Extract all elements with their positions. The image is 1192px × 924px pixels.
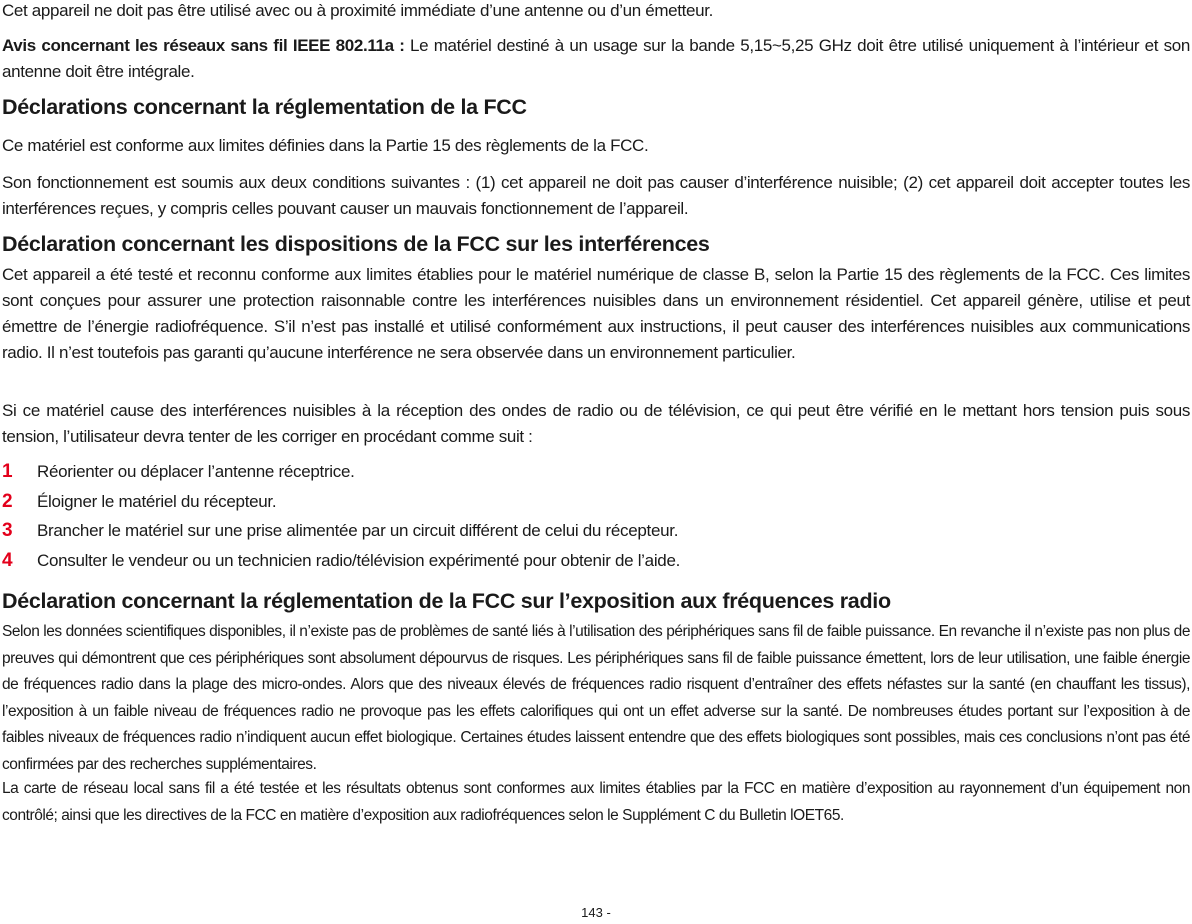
rf-exposure-paragraph-1: Selon les données scientifiques disponibles, il n’existe pas de problèmes de santé liés à l’utilisation des périphériques sans fil de faible puissance. En revanche il n’existe pas non plus de preuves qui démontrent que ces périphériques sont absolument dépourvus de risques. Les périphériques sans fil de faible puissance émettent, lors de leur utilisation, une faible énergie de fréquences radio dans la plage des micro-ondes. Alors que des niveaux élevés de fréquences radio risquent d’entraîner des effets néfastes sur la santé (en chauffant les tissus), l’exposition à un faible niveau de fréquences radio ne provoque pas les effets calorifiques qui ont un effet adverse sur la santé. De nombreuses études portant sur l’exposition à de faibles niveaux de fréquences radio n’indiquent aucun effet biologique. Certaines études laissent entendre que des effets biologiques sont possibles, mais ces conclusions n’ont pas été confirmées par des recherches supplémentaires. [2, 623, 1190, 773]
fcc-regulation-paragraph-2: Son fonctionnement est soumis aux deux conditions suivantes : (1) cet appareil ne doit pas causer d’interférence nuisible; (2) cet appareil doit accepter toutes les interférences reçues, y compris celles pouvant causer un mauvais fonctionnement de l’appareil. [2, 173, 1190, 218]
page-number: 143 - [581, 905, 611, 920]
avis-label: Avis concernant les réseaux sans fil IEEE 802.11a : [2, 36, 405, 55]
step-number: 2 [2, 490, 13, 512]
step-text: Réorienter ou déplacer l’antenne réceptrice. [37, 462, 355, 481]
heading-fcc-regulation: Déclarations concernant la réglementation de la FCC [2, 95, 527, 119]
heading-rf-exposure: Déclaration concernant la réglementation de la FCC sur l’exposition aux fréquences radio [2, 589, 891, 613]
intro-paragraph: Cet appareil ne doit pas être utilisé avec ou à proximité immédiate d’une antenne ou d’un émetteur. [2, 1, 713, 20]
interference-paragraph-2: Si ce matériel cause des interférences nuisibles à la réception des ondes de radio ou de télévision, ce qui peut être vérifié en le mettant hors tension puis sous tension, l’utilisateur devra tenter de les corriger en procédant comme suit : [2, 401, 1190, 446]
list-item [2, 489, 1190, 519]
list-item [2, 459, 1190, 489]
list-item [2, 548, 1190, 578]
step-number: 3 [2, 520, 13, 541]
step-text: Éloigner le matériel du récepteur. [37, 491, 277, 511]
avis-paragraph [2, 33, 1190, 85]
fcc-regulation-paragraph-1: Ce matériel est conforme aux limites définies dans la Partie 15 des règlements de la FCC. [2, 136, 649, 155]
rf-exposure-paragraph-2: La carte de réseau local sans fil a été testée et les résultats obtenus sont conformes aux limites établies par la FCC en matière d’exposition au rayonnement d’un équipement non contrôlé; ainsi que les directives de la FCC en matière d’exposition aux radiofréquences selon le Supplément C du Bulletin lOET65. [2, 780, 1190, 824]
list-item [2, 518, 1190, 548]
step-number: 1 [2, 461, 13, 482]
step-number: 4 [2, 549, 13, 571]
interference-paragraph-1: Cet appareil a été testé et reconnu conforme aux limites établies pour le matériel numérique de classe B, selon la Partie 15 des règlements de la FCC. Ces limites sont conçues pour assurer une protection raisonnable contre les interférences nuisibles dans un environnement résidentiel. Cet appareil génère, utilise et peut émettre de l’énergie radiofréquence. S’il n’est pas installé et utilisé conformément aux instructions, il peut causer des interférences nuisibles aux communications radio. Il n’est toutefois pas garanti qu’aucune interférence ne sera observée dans un environnement particulier. [2, 265, 1190, 362]
heading-interference: Déclaration concernant les dispositions de la FCC sur les interférences [2, 232, 710, 256]
avis-text: Le matériel destiné à un usage sur la bande 5,15~5,25 GHz doit être utilisé uniquement à l’intérieur et son antenne doit être intégrale. [2, 36, 1190, 81]
step-text: Consulter le vendeur ou un technicien radio/télévision expérimenté pour obtenir de l’aide. [37, 550, 681, 570]
step-text: Brancher le matériel sur une prise alimentée par un circuit différent de celui du récepteur. [37, 521, 679, 540]
steps-list [2, 459, 1190, 577]
